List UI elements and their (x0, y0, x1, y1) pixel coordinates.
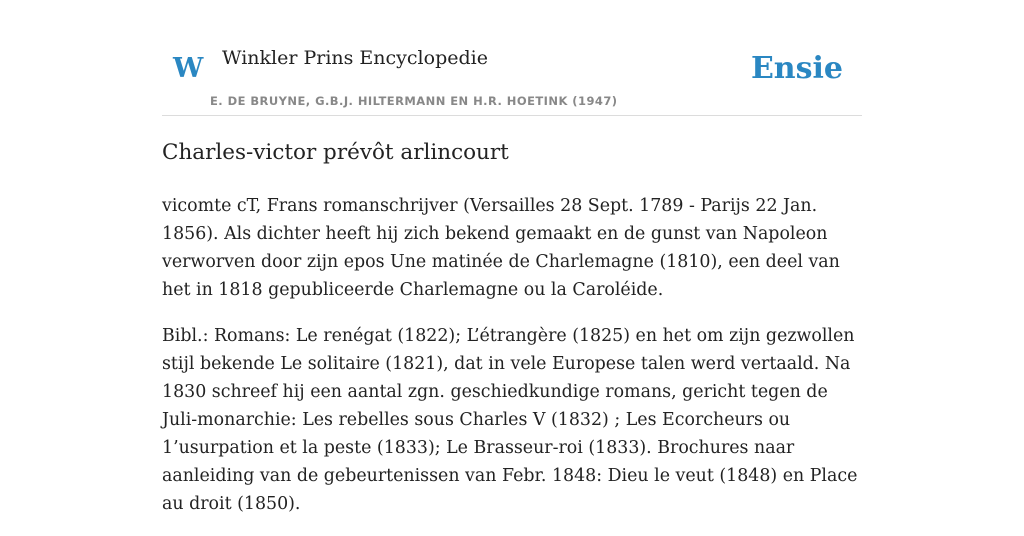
article-title: Charles-victor prévôt arlincourt (162, 140, 509, 165)
page (162, 0, 862, 512)
article-paragraph: vicomte cT, Frans romanschrijver (Versailles 28 Sept. 1789 - Parijs 22 Jan. 1856). Als dichter heeft hij zich bekend gemaakt en de gunst van Napoleon verworven door zijn epos Une matinée de Charlemagne (1810), een deel van het in 1818 gepubliceerde Charlemagne ou la Caroléide. (162, 196, 840, 300)
source-header (162, 0, 862, 116)
article-paragraph: Bibl.: Romans: Le renégat (1822); L’étrangère (1825) en het om zijn gezwollen stijl bekende Le solitaire (1821), dat in vele Europese talen werd vertaald. Na 1830 schreef hij een aantal zgn. geschiedkundige romans, gericht tegen de Juli-monarchie: Les rebelles sous Charles V (1832) ; Les Ecorcheurs ou 1’usurpation et la peste (1833); Le Brasseur-roi (1833). Brochures naar aanleiding van de gebeurtenissen van Febr. 1848: Dieu le veut (1848) en Place au droit (1850). (162, 326, 858, 514)
source-authors: E. DE BRUYNE, G.B.J. HILTERMANN EN H.R. HOETINK (1947) (210, 94, 618, 108)
source-title[interactable]: Winkler Prins Encyclopedie (222, 47, 488, 69)
winkler-prins-logo[interactable]: W (173, 53, 204, 84)
ensie-logo[interactable]: Ensie (750, 51, 843, 86)
article-body (162, 192, 862, 536)
